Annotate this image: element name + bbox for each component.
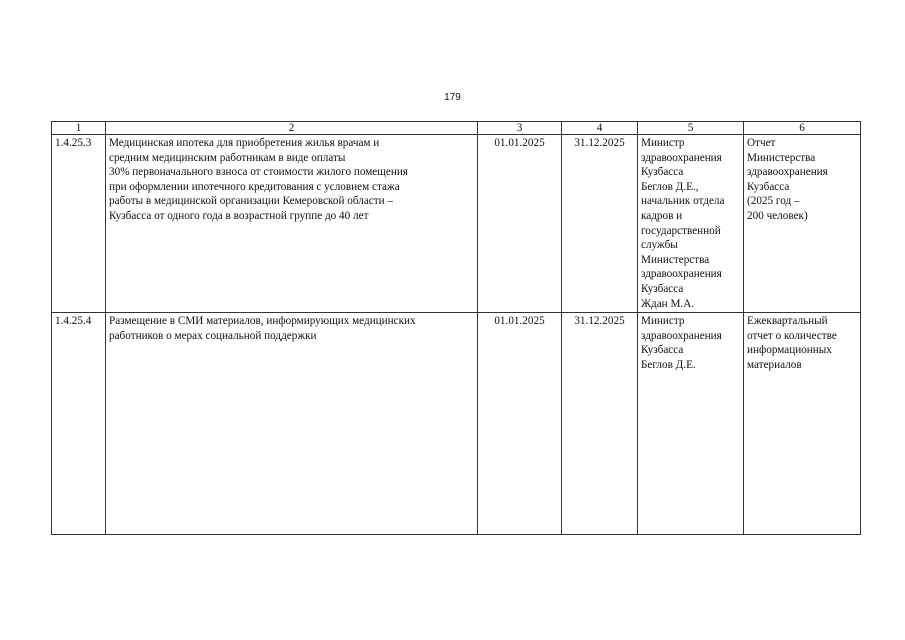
expected-result: Ежеквартальный отчет о количестве информационных материалов (744, 313, 861, 535)
column-header-2: 2 (106, 122, 478, 135)
start-date: 01.01.2025 (478, 313, 562, 535)
column-header-5: 5 (638, 122, 744, 135)
table-header-row (52, 122, 861, 135)
activities-table (51, 121, 861, 535)
responsible-person: Министр здравоохранения Кузбасса Беглов Д.Е. (638, 313, 744, 535)
item-description: Размещение в СМИ материалов, информирующих медицинских работников о мерах социальной поддержки (106, 313, 478, 535)
page-number: 179 (444, 92, 461, 103)
column-header-6: 6 (744, 122, 861, 135)
table-row (52, 313, 861, 535)
end-date: 31.12.2025 (562, 135, 638, 313)
column-header-4: 4 (562, 122, 638, 135)
column-header-1: 1 (52, 122, 106, 135)
responsible-person: Министр здравоохранения Кузбасса Беглов Д.Е., начальник отдела кадров и государственной службы Министерства здравоохранения Кузбасса Ждан М.А. (638, 135, 744, 313)
item-code: 1.4.25.4 (52, 313, 106, 535)
expected-result: Отчет Министерства здравоохранения Кузбасса (2025 год – 200 человек) (744, 135, 861, 313)
item-code: 1.4.25.3 (52, 135, 106, 313)
item-description: Медицинская ипотека для приобретения жилья врачам и средним медицинским работникам в виде оплаты 30% первоначального взноса от стоимости жилого помещения при оформлении ипотечного кредитования с условием стажа работы в медицинской организации Кемеровской области – Кузбасса от одного года в возрастной группе до 40 лет (106, 135, 478, 313)
end-date: 31.12.2025 (562, 313, 638, 535)
table-row (52, 135, 861, 313)
start-date: 01.01.2025 (478, 135, 562, 313)
column-header-3: 3 (478, 122, 562, 135)
